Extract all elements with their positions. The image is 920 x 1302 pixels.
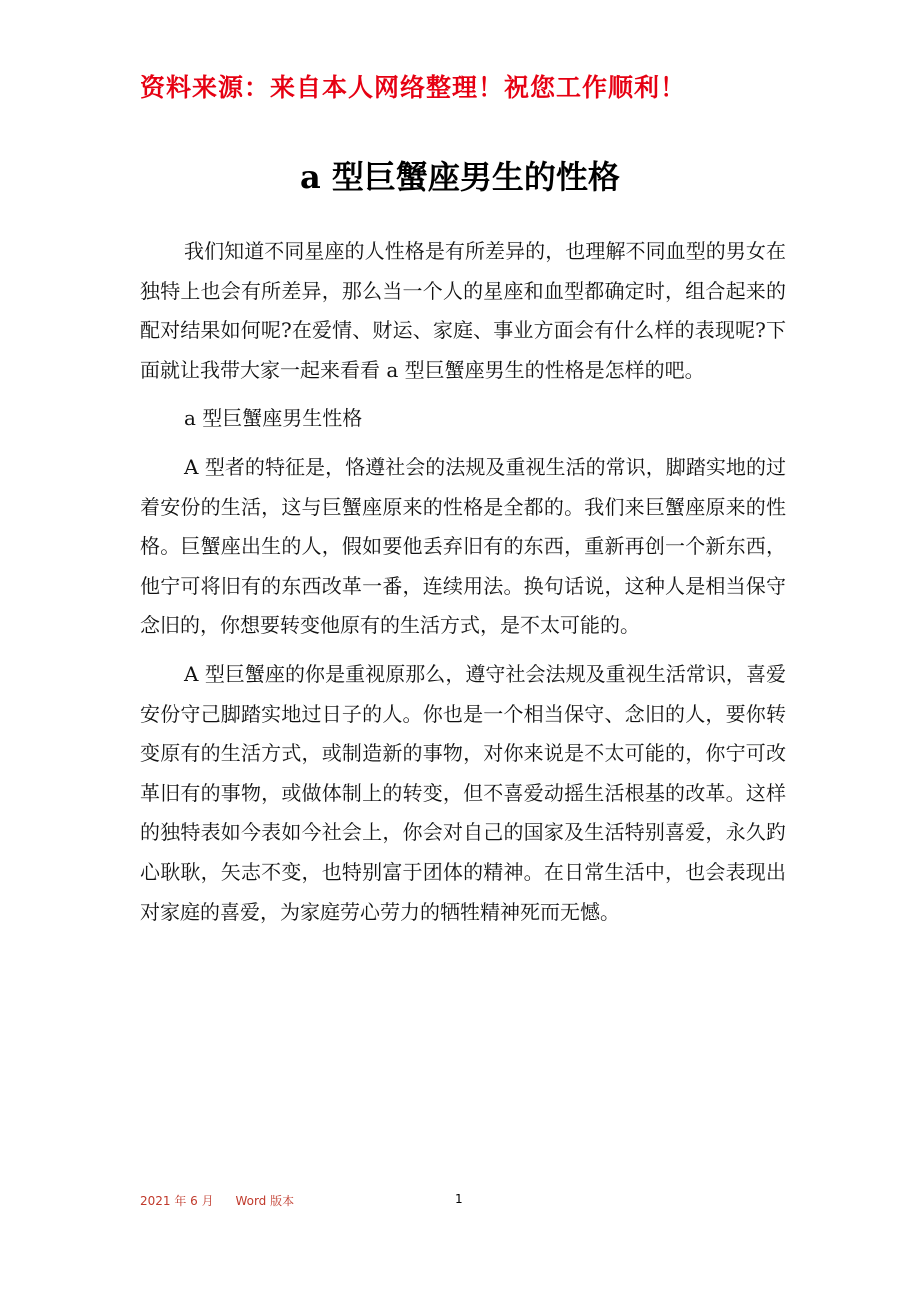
paragraph-type-a-cancer: A 型巨蟹座的你是重视原那么，遵守社会法规及重视生活常识，喜爱安份守己脚踏实地过日子的人。你也是一个相当保守、念旧的人，要你转变原有的生活方式，或制造新的事物，对你来说是不太可能的，你宁可改革旧有的事物，或做体制上的转变，但不喜爱动摇生活根基的改革。这样的独特表如今表如今社会上，你会对自己的国家及生活特别喜爱，永久趵心耿耿，矢志不变，也特别富于团体的精神。在日常生活中，也会表现出对家庭的喜爱，为家庭劳心劳力的牺牲精神死而无憾。 bbox=[140, 661, 786, 924]
footer-date: 2021 年 6 月 bbox=[140, 1194, 214, 1208]
paragraph-subheading: a 型巨蟹座男生性格 bbox=[184, 406, 363, 431]
footer-version: Word 版本 bbox=[235, 1194, 295, 1208]
document-body bbox=[140, 232, 786, 941]
page-number: 1 bbox=[455, 1192, 463, 1206]
paragraph-type-a-traits: A 型者的特征是，恪遵社会的法规及重视生活的常识，脚踏实地的过着安份的生活，这与巨蟹座原来的性格是全都的。我们来巨蟹座原来的性格。巨蟹座出生的人，假如要他丢弃旧有的东西，重新再创一个新东西，他宁可将旧有的东西改革一番，连续用法。换句话说，这种人是相当保守念旧的，你想要转变他原有的生活方式，是不太可能的。 bbox=[140, 454, 786, 638]
source-banner: 资料来源：来自本人网络整理！祝您工作顺利！ bbox=[140, 73, 687, 102]
paragraph-intro: 我们知道不同星座的人性格是有所差异的，也理解不同血型的男女在独特上也会有所差异，那么当一个人的星座和血型都确定时，组合起来的配对结果如何呢?在爱情、财运、家庭、事业方面会有什么样的表现呢?下面就让我带大家一起来看看 a 型巨蟹座男生的性格是怎样的吧。 bbox=[140, 239, 786, 382]
page-footer bbox=[140, 1192, 312, 1209]
document-title: a 型巨蟹座男生的性格 bbox=[300, 158, 620, 196]
